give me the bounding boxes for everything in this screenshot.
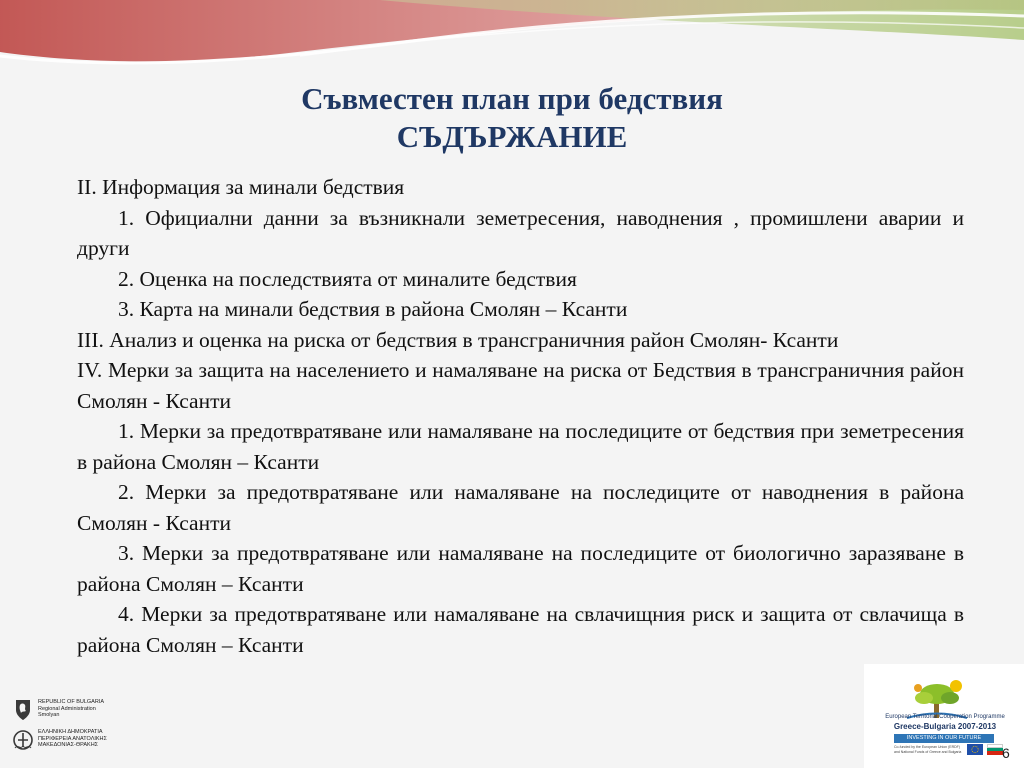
page-number: 6	[1002, 745, 1010, 761]
item-iv-4: 4. Мерки за предотвратяване или намаляване на свлачищния риск и защита от свлачища в района Смолян – Ксанти	[77, 602, 964, 657]
bulgaria-logo-text: REPUBLIC OF BULGARIA Regional Administration Smolyan	[38, 699, 105, 718]
item-iv-3: 3. Мерки за предотвратяване или намаляване на последиците от биологично заразяване в района Смолян – Ксанти	[77, 541, 964, 596]
programme-funding-note: Co-funded by the European Union (ERDF) and National Funds of Greece and Bulgaria	[894, 745, 962, 754]
bulgarian-flag-icon	[987, 744, 1003, 755]
content-body	[77, 172, 964, 660]
section-ii-heading: II. Информация за минали бедствия	[77, 175, 405, 199]
programme-period: Greece-Bulgaria 2007-2013	[893, 722, 997, 731]
section-iii-heading: III. Анализ и оценка на риска от бедствия в трансграничния район Смолян- Ксанти	[77, 327, 839, 352]
greece-logo-text: ΕΛΛΗΝΙΚΗ ΔΗΜΟΚΡΑΤΙΑ ΠΕΡΙΦΕΡΕΙΑ ΑΝΑΤΟΛΙΚΗΣ ΜΑΚΕΔΟΝΙΑΣ-ΘΡΑΚΗΣ	[38, 729, 107, 748]
item-ii-3: 3. Карта на минали бедствия в района Смолян – Ксанти	[118, 297, 628, 321]
item-iv-2: 2. Мерки за предотвратяване или намаляване на последиците от наводнения в района Смолян - Ксанти	[77, 480, 964, 535]
greece-region-logo	[12, 728, 117, 756]
title-line-1: Съвместен план при бедствия	[301, 81, 723, 116]
section-iv-heading: IV. Мерки за защита на населението и намаляване на риска от Бедствия в трансграничния район Смолян - Ксанти	[77, 358, 964, 413]
header-swoosh-decoration	[0, 0, 1024, 90]
bulgarian-lion-crest-icon	[12, 698, 34, 722]
programme-logo-box	[864, 664, 1024, 768]
greek-emblem-icon	[12, 728, 34, 752]
eu-flag-icon	[967, 744, 983, 755]
programme-slogan: INVESTING IN OUR FUTURE	[894, 734, 994, 743]
tree-logo-icon	[902, 678, 972, 728]
item-ii-2: 2. Оценка на последствията от миналите бедствия	[118, 266, 577, 291]
bulgaria-administration-logo	[12, 698, 112, 724]
slide-title	[0, 80, 1024, 156]
programme-name: European Territorial Cooperation Programme	[885, 714, 1005, 720]
item-iv-1: 1. Мерки за предотвратяване или намаляване на последиците от бедствия при земетресения в района Смолян – Ксанти	[77, 419, 964, 474]
title-line-2: СЪДЪРЖАНИЕ	[396, 119, 628, 154]
item-ii-1: 1. Официални данни за възникнали земетресения, наводнения , промишлени аварии и други	[77, 205, 964, 260]
